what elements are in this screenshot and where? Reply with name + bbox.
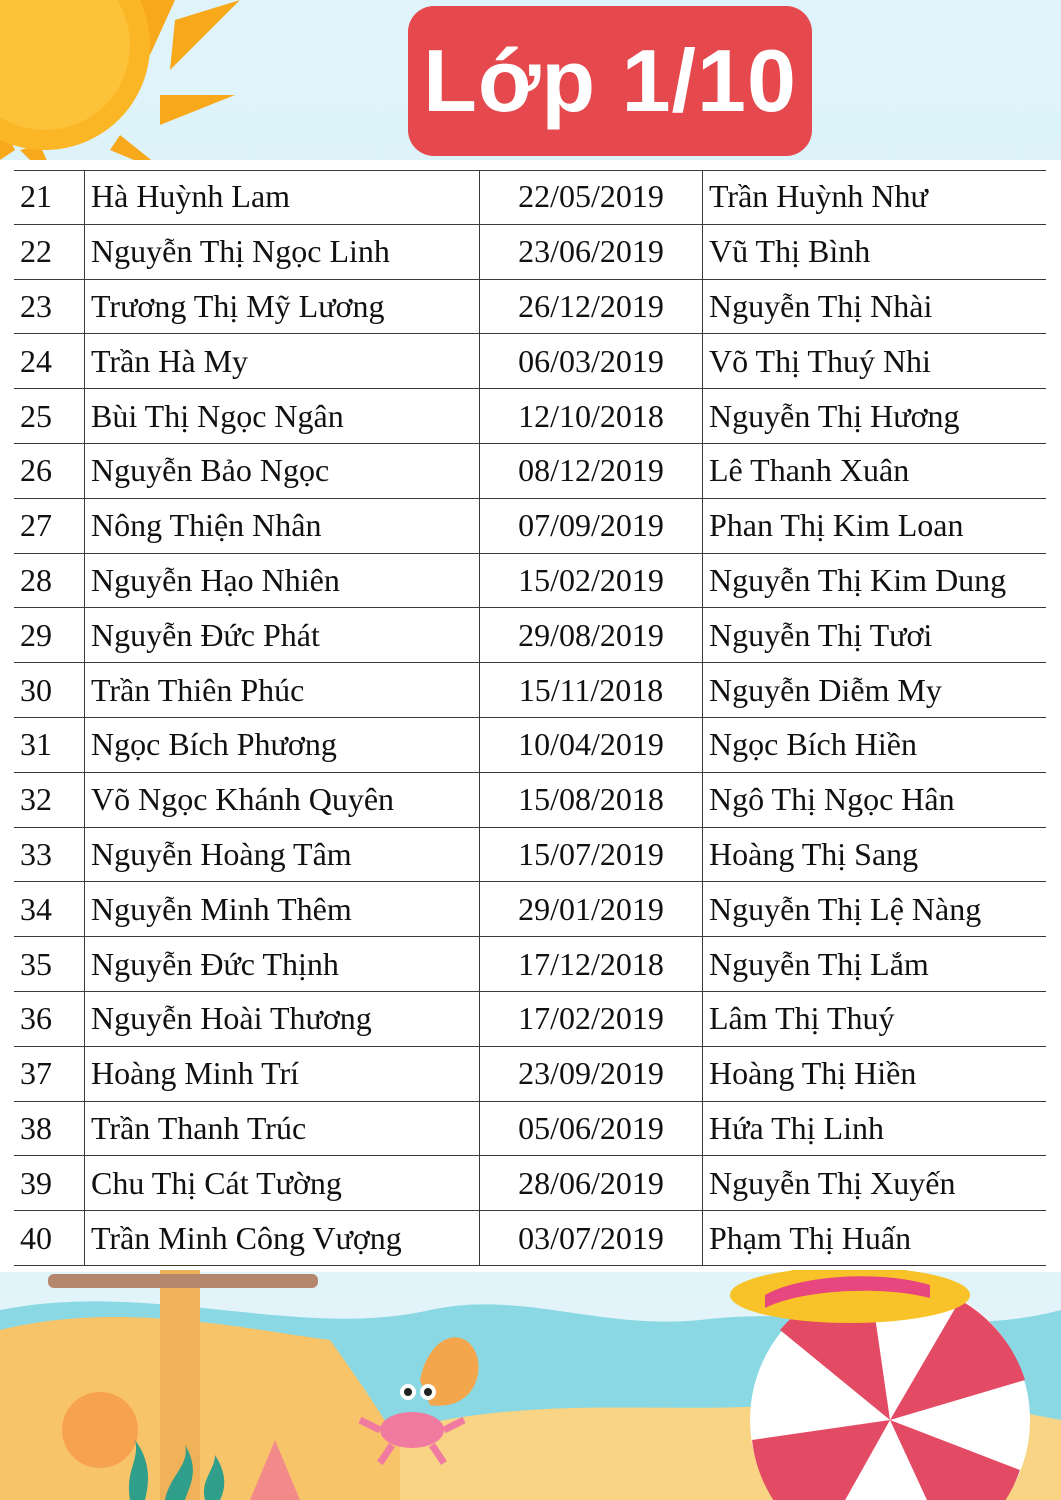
student-name: Nguyễn Minh Thêm [85, 882, 480, 937]
birth-date: 22/05/2019 [480, 170, 703, 224]
parent-name: Nguyễn Thị Lệ Nàng [703, 882, 1047, 937]
table-row [14, 443, 1046, 498]
parent-name: Lâm Thị Thuý [703, 991, 1047, 1046]
birth-date: 23/09/2019 [480, 1046, 703, 1101]
table-row [14, 882, 1046, 937]
student-number: 21 [14, 170, 85, 224]
parent-name: Phạm Thị Huấn [703, 1211, 1047, 1266]
parent-name: Nguyễn Thị Xuyến [703, 1156, 1047, 1211]
birth-date: 23/06/2019 [480, 224, 703, 279]
parent-name: Hoàng Thị Sang [703, 827, 1047, 882]
birth-date: 29/01/2019 [480, 882, 703, 937]
parent-name: Nguyễn Diễm My [703, 663, 1047, 718]
student-name: Nguyễn Thị Ngọc Linh [85, 224, 480, 279]
student-name: Trần Hà My [85, 334, 480, 389]
table-row [14, 334, 1046, 389]
birth-date: 17/02/2019 [480, 991, 703, 1046]
parent-name: Nguyễn Thị Hương [703, 389, 1047, 444]
student-number: 26 [14, 443, 85, 498]
birth-date: 12/10/2018 [480, 389, 703, 444]
parent-name: Nguyễn Thị Kim Dung [703, 553, 1047, 608]
student-number: 40 [14, 1211, 85, 1266]
student-number: 22 [14, 224, 85, 279]
student-name: Trần Thiên Phúc [85, 663, 480, 718]
student-name: Trương Thị Mỹ Lương [85, 279, 480, 334]
birth-date: 29/08/2019 [480, 608, 703, 663]
parent-name: Trần Huỳnh Như [703, 170, 1047, 224]
student-number: 25 [14, 389, 85, 444]
student-name: Ngọc Bích Phương [85, 717, 480, 772]
student-name: Trần Minh Công Vượng [85, 1211, 480, 1266]
table-row [14, 1156, 1046, 1211]
parent-name: Võ Thị Thuý Nhi [703, 334, 1047, 389]
parent-name: Nguyễn Thị Tươi [703, 608, 1047, 663]
birth-date: 15/11/2018 [480, 663, 703, 718]
birth-date: 07/09/2019 [480, 498, 703, 553]
parent-name: Hứa Thị Linh [703, 1101, 1047, 1156]
birth-date: 05/06/2019 [480, 1101, 703, 1156]
student-number: 32 [14, 772, 85, 827]
table-row [14, 827, 1046, 882]
student-name: Nguyễn Hoài Thương [85, 991, 480, 1046]
birth-date: 15/08/2018 [480, 772, 703, 827]
birth-date: 10/04/2019 [480, 717, 703, 772]
parent-name: Lê Thanh Xuân [703, 443, 1047, 498]
birth-date: 06/03/2019 [480, 334, 703, 389]
beach-scene [0, 1270, 1061, 1500]
table-row [14, 389, 1046, 444]
birth-date: 15/07/2019 [480, 827, 703, 882]
student-name: Nguyễn Đức Thịnh [85, 937, 480, 992]
table-row [14, 1101, 1046, 1156]
student-name: Nông Thiện Nhân [85, 498, 480, 553]
table-row [14, 1046, 1046, 1101]
table-row [14, 772, 1046, 827]
student-table [14, 170, 1046, 1266]
parent-name: Hoàng Thị Hiền [703, 1046, 1047, 1101]
table-row [14, 937, 1046, 992]
student-number: 27 [14, 498, 85, 553]
table-row [14, 663, 1046, 718]
student-number: 37 [14, 1046, 85, 1101]
birth-date: 03/07/2019 [480, 1211, 703, 1266]
student-number: 36 [14, 991, 85, 1046]
student-number: 23 [14, 279, 85, 334]
birth-date: 17/12/2018 [480, 937, 703, 992]
roster-sheet [0, 160, 1061, 1272]
table-row [14, 224, 1046, 279]
parent-name: Ngọc Bích Hiền [703, 717, 1047, 772]
birth-date: 28/06/2019 [480, 1156, 703, 1211]
student-name: Bùi Thị Ngọc Ngân [85, 389, 480, 444]
student-name: Nguyễn Hạo Nhiên [85, 553, 480, 608]
student-name: Trần Thanh Trúc [85, 1101, 480, 1156]
student-name: Võ Ngọc Khánh Quyên [85, 772, 480, 827]
table-row [14, 553, 1046, 608]
student-number: 38 [14, 1101, 85, 1156]
student-number: 34 [14, 882, 85, 937]
student-number: 39 [14, 1156, 85, 1211]
student-number: 35 [14, 937, 85, 992]
birth-date: 26/12/2019 [480, 279, 703, 334]
table-row [14, 608, 1046, 663]
student-name: Nguyễn Hoàng Tâm [85, 827, 480, 882]
student-name: Nguyễn Đức Phát [85, 608, 480, 663]
parent-name: Vũ Thị Bình [703, 224, 1047, 279]
wooden-plank [48, 1274, 318, 1288]
student-number: 29 [14, 608, 85, 663]
student-number: 30 [14, 663, 85, 718]
parent-name: Nguyễn Thị Lắm [703, 937, 1047, 992]
sand-circle [62, 1392, 138, 1468]
parent-name: Nguyễn Thị Nhài [703, 279, 1047, 334]
page-title: Lớp 1/10 [423, 31, 797, 130]
table-row [14, 498, 1046, 553]
student-number: 33 [14, 827, 85, 882]
student-name: Chu Thị Cát Tường [85, 1156, 480, 1211]
birth-date: 08/12/2019 [480, 443, 703, 498]
table-row [14, 717, 1046, 772]
student-name: Hà Huỳnh Lam [85, 170, 480, 224]
student-name: Hoàng Minh Trí [85, 1046, 480, 1101]
parent-name: Phan Thị Kim Loan [703, 498, 1047, 553]
title-banner [408, 6, 812, 156]
student-number: 28 [14, 553, 85, 608]
student-number: 24 [14, 334, 85, 389]
table-row [14, 1211, 1046, 1266]
parent-name: Ngô Thị Ngọc Hân [703, 772, 1047, 827]
student-number: 31 [14, 717, 85, 772]
table-row [14, 279, 1046, 334]
table-row [14, 991, 1046, 1046]
student-name: Nguyễn Bảo Ngọc [85, 443, 480, 498]
birth-date: 15/02/2019 [480, 553, 703, 608]
table-row [14, 170, 1046, 224]
umbrella-pole [160, 1270, 200, 1500]
